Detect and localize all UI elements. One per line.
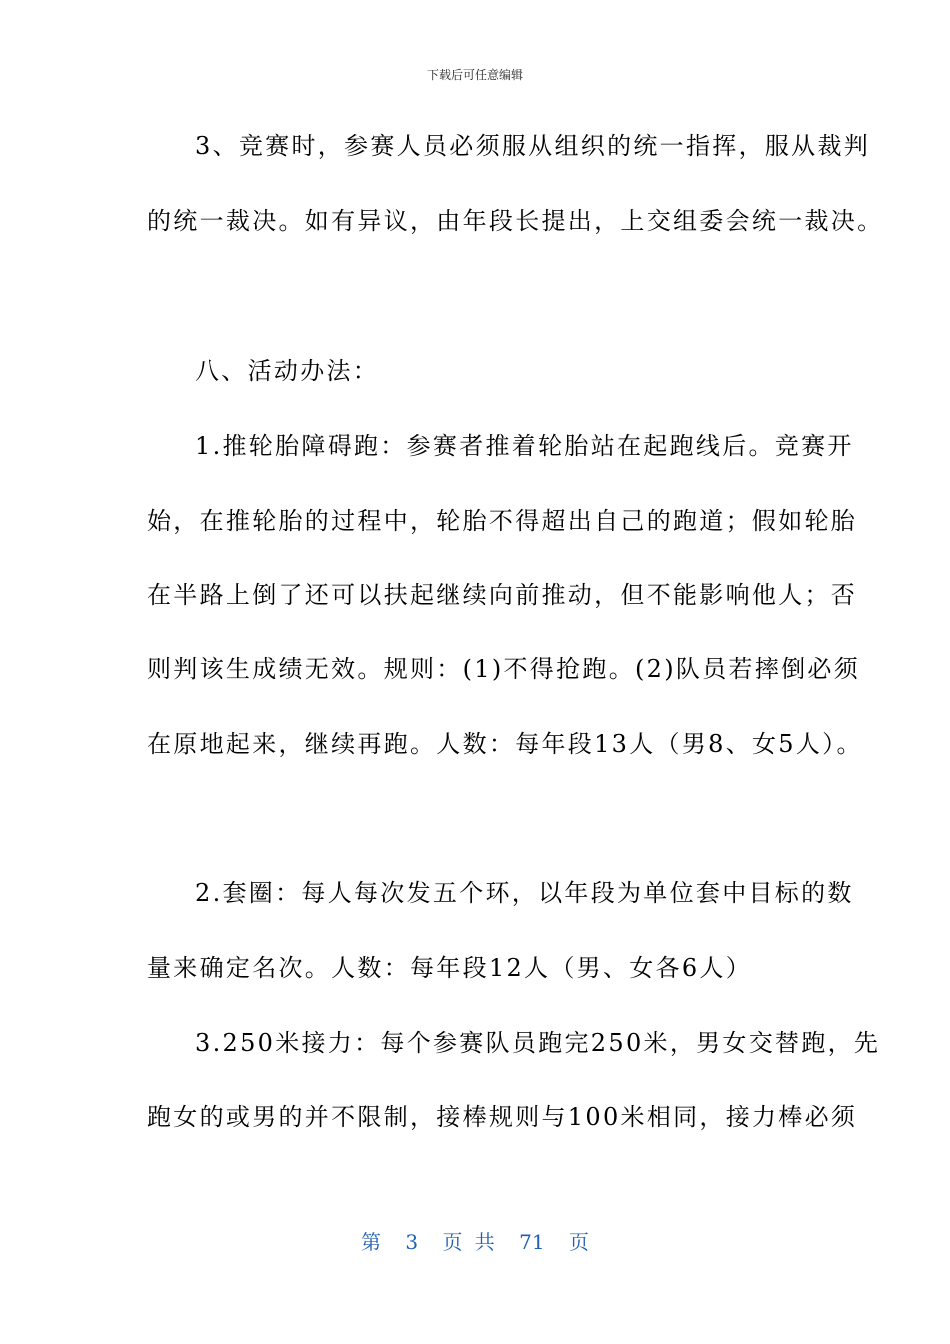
footer-page-number: 3 bbox=[405, 1230, 419, 1254]
footer-total-pages: 71 bbox=[519, 1230, 545, 1254]
paragraph-line: 跑女的或男的并不限制，接棒规则与100米相同，接力棒必须 bbox=[147, 1103, 858, 1131]
page-number-footer bbox=[0, 1226, 950, 1255]
paragraph-line: 在原地起来，继续再跑。人数：每年段13人（男8、女5人）。 bbox=[147, 730, 863, 758]
paragraph-line: 2.套圈：每人每次发五个环，以年段为单位套中目标的数 bbox=[195, 879, 854, 907]
paragraph-line: 在半路上倒了还可以扶起继续向前推动，但不能影响他人；否 bbox=[147, 581, 858, 609]
footer-suffix: 页 bbox=[568, 1230, 589, 1254]
paragraph-line: 量来确定名次。人数：每年段12人（男、女各6人） bbox=[147, 954, 753, 982]
paragraph-line: 3.250米接力：每个参赛队员跑完250米，男女交替跑，先 bbox=[195, 1029, 881, 1057]
paragraph-line: 则判该生成绩无效。规则：(1)不得抢跑。(2)队员若摔倒必须 bbox=[147, 655, 860, 683]
paragraph-line: 始，在推轮胎的过程中，轮胎不得超出自己的跑道；假如轮胎 bbox=[147, 507, 858, 535]
footer-prefix: 第 bbox=[361, 1230, 381, 1254]
footer-middle: 页 共 bbox=[442, 1230, 495, 1254]
header-note: 下载后可任意编辑 bbox=[426, 68, 523, 82]
paragraph-line: 3、竞赛时，参赛人员必须服从组织的统一指挥，服从裁判 bbox=[195, 132, 871, 160]
paragraph-line: 1.推轮胎障碍跑：参赛者推着轮胎站在起跑线后。竞赛开 bbox=[195, 432, 854, 460]
paragraph-line: 的统一裁决。如有异议，由年段长提出，上交组委会统一裁决。 bbox=[147, 207, 884, 235]
section-heading: 八、活动办法： bbox=[195, 357, 380, 385]
